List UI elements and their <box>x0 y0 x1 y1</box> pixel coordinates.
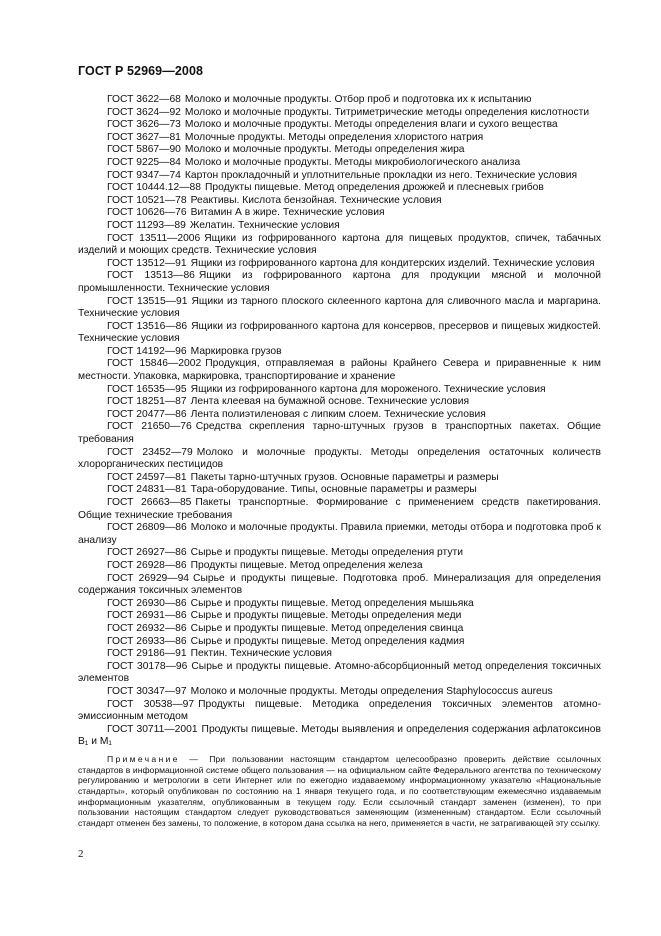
reference-code: ГОСТ 21650—76 <box>107 421 192 433</box>
reference-item <box>78 195 601 208</box>
reference-title: Продукция, отправляемая в районы Крайнего Севера и приравненные к ним местности. Упаковка, маркировка, транспортирование и хранение <box>78 358 601 383</box>
reference-item <box>78 270 601 295</box>
reference-code: ГОСТ 10444.12—88 <box>107 182 201 194</box>
reference-title: Молоко и молочные продукты. Методы микробиологического анализа <box>184 156 521 168</box>
reference-title: Лента клеевая на бумажной основе. Технические условия <box>190 396 470 408</box>
reference-item <box>78 207 601 220</box>
reference-item <box>78 220 601 233</box>
reference-title: Продукты пищевые. Методика определения токсичных элементов атомно-эмиссионным методом <box>78 698 601 723</box>
reference-item <box>78 661 601 686</box>
reference-code: ГОСТ 11293—89 <box>107 219 186 231</box>
reference-title: Молочные продукты. Методы определения хлористого натрия <box>184 131 484 143</box>
reference-code: ГОСТ 3622—68 <box>107 94 181 105</box>
reference-title: Продукты пищевые. Метод определения железа <box>190 559 423 571</box>
reference-code: ГОСТ 20477—86 <box>107 408 187 420</box>
reference-code: ГОСТ 26928—86 <box>107 559 187 571</box>
reference-item <box>78 560 601 573</box>
reference-code: ГОСТ 26932—86 <box>107 622 187 634</box>
reference-code: ГОСТ 30178—96 <box>107 660 188 672</box>
reference-code: ГОСТ 26809—86 <box>107 522 187 534</box>
reference-title: Тара-оборудование. Типы, основные параметры и размеры <box>190 484 477 496</box>
reference-title: Витамин А в жире. Технические условия <box>190 207 385 219</box>
reference-item <box>78 157 601 170</box>
reference-item <box>78 384 601 397</box>
reference-code: ГОСТ 26930—86 <box>107 597 187 609</box>
reference-title: Молоко и молочные продукты. Методы определения Staphylococcus aureus <box>190 685 553 697</box>
reference-item <box>78 409 601 422</box>
reference-title: Сырье и продукты пищевые. Подготовка проб. Минерализация для определения содержания токсичных элементов <box>78 572 602 597</box>
reference-title: Молоко и молочные продукты. Титриметрические методы определения кислотности <box>184 106 590 118</box>
reference-title: Ящики из гофрированного картона для мороженого. Технические условия <box>190 383 546 395</box>
reference-code: ГОСТ 26927—86 <box>107 547 187 559</box>
reference-code: ГОСТ 10626—76 <box>107 207 187 219</box>
note-label: Примечание — <box>107 753 201 764</box>
reference-item <box>78 258 601 271</box>
document-header: ГОСТ Р 52969—2008 <box>78 64 204 78</box>
reference-title: Лента полиэтиленовая с липким слоем. Технические условия <box>190 408 486 420</box>
reference-title: Сырье и продукты пищевые. Метод определения кадмия <box>190 635 465 647</box>
reference-title: Ящики из тарного плоского склеенного картона для сливочного масла и маргарина. Технические условия <box>78 295 601 320</box>
reference-title: Ящики из гофрированного картона для кондитерских изделий. Технические условия <box>190 257 595 269</box>
reference-code: ГОСТ 15846—2002 <box>107 358 202 370</box>
note-text: При пользовании настоящим стандартом целесообразно проверить действие ссылочных стандартов в информационной системе общего пользования — на официальном сайте Федерального агентства по техническому регулированию и метрологии в сети Интернет или по ежегодно издаваемому информационному указателю «Национальные стандарты», который опубликован по состоянию на 1 января текущего года, и по соответствующим ежемесячно издаваемым информационным указателям, опубликованным в текущем году. Если ссылочный стандарт заменен (изменен), то при пользовании настоящим стандартом следует руководствоваться заменяющим (измененным) стандартом. Если ссылочный стандарт отменен без замены, то положение, в котором дана ссылка на него, применяется в части, не затрагивающей эту ссылку. <box>78 753 601 829</box>
reference-item <box>78 547 601 560</box>
reference-item <box>78 610 601 623</box>
reference-code: ГОСТ 13513—86 <box>107 270 195 282</box>
reference-item <box>78 119 601 132</box>
reference-item <box>78 233 601 258</box>
reference-title: Картон прокладочный и уплотнительные прокладки из него. Технические условия <box>184 169 578 181</box>
reference-title: Сырье и продукты пищевые. Метод определения мышьяка <box>190 597 474 609</box>
reference-title: Пакеты транспортные. Формирование с применением средств пакетирования. Общие технические требования <box>78 497 601 521</box>
note-paragraph <box>78 754 601 829</box>
reference-title: Пектин. Технические условия <box>190 648 332 660</box>
reference-code: ГОСТ 26663—85 <box>107 497 192 508</box>
reference-code: ГОСТ 29186—91 <box>107 648 187 660</box>
reference-item <box>78 699 601 724</box>
reference-item <box>78 144 601 157</box>
reference-code: ГОСТ 30347—97 <box>107 685 187 697</box>
reference-item <box>78 686 601 699</box>
reference-item <box>78 472 601 485</box>
reference-title: Сырье и продукты пищевые. Метод определения свинца <box>190 622 464 634</box>
reference-item <box>78 94 601 107</box>
reference-title: Желатин. Технические условия <box>189 219 340 231</box>
reference-code: ГОСТ 26931—86 <box>107 610 187 622</box>
reference-item <box>78 107 601 120</box>
reference-code: ГОСТ 16535—95 <box>107 383 187 395</box>
reference-code: ГОСТ 24597—81 <box>107 471 187 483</box>
reference-title: Ящики из гофрированного картона для пищевых продуктов, спичек, табачных изделий и моющих средств. Технические условия <box>78 232 601 257</box>
reference-code: ГОСТ 9225—84 <box>107 156 181 168</box>
reference-item <box>78 724 601 749</box>
reference-item <box>78 321 601 346</box>
reference-code: ГОСТ 23452—79 <box>107 446 193 458</box>
reference-item <box>78 182 601 195</box>
reference-code: ГОСТ 3627—81 <box>107 131 181 143</box>
reference-title: Средства скрепления тарно-штучных грузов в транспортных пакетах. Общие требования <box>78 421 601 446</box>
reference-code: ГОСТ 18251—87 <box>107 396 187 408</box>
reference-code: ГОСТ 26929—94 <box>107 572 190 584</box>
reference-title: Молоко и молочные продукты. Отбор проб и подготовка их к испытанию <box>184 94 532 105</box>
reference-title: Сырье и продукты пищевые. Методы определения ртути <box>190 547 463 559</box>
normative-references-list <box>78 94 601 829</box>
reference-code: ГОСТ 14192—96 <box>107 345 187 357</box>
reference-item <box>78 421 601 446</box>
reference-code: ГОСТ 24831—81 <box>107 484 187 496</box>
reference-code: ГОСТ 13515—91 <box>107 295 188 307</box>
reference-item <box>78 598 601 611</box>
reference-title: Сырье и продукты пищевые. Методы определения меди <box>190 610 462 622</box>
reference-code: ГОСТ 13511—2006 <box>107 232 201 244</box>
reference-item <box>78 447 601 472</box>
reference-item <box>78 636 601 649</box>
reference-code: ГОСТ 9347—74 <box>107 169 181 181</box>
reference-item <box>78 484 601 497</box>
reference-title: Продукты пищевые. Методы выявления и определения содержания афлатоксинов B₁ и M₁ <box>78 723 601 748</box>
reference-title: Молоко и молочные продукты. Методы определения остаточных количеств хлорорганических пестицидов <box>78 446 601 471</box>
page-number: 2 <box>78 848 84 860</box>
reference-item <box>78 346 601 359</box>
reference-code: ГОСТ 26933—86 <box>107 635 187 647</box>
reference-title: Молоко и молочные продукты. Методы определения жира <box>184 144 465 156</box>
reference-item <box>78 623 601 636</box>
reference-item <box>78 573 601 598</box>
reference-title: Продукты пищевые. Метод определения дрожжей и плесневых грибов <box>204 182 544 194</box>
reference-item <box>78 497 601 522</box>
reference-code: ГОСТ 3624—92 <box>107 106 181 118</box>
reference-code: ГОСТ 13516—86 <box>107 320 188 332</box>
reference-code: ГОСТ 10521—78 <box>107 194 187 206</box>
reference-title: Молоко и молочные продукты. Методы определения влаги и сухого вещества <box>184 119 558 131</box>
reference-item <box>78 296 601 321</box>
reference-code: ГОСТ 13512—91 <box>107 257 187 269</box>
reference-title: Ящики из гофрированного картона для продукции мясной и молочной промышленности. Технические условия <box>78 270 601 294</box>
reference-title: Пакеты тарно-штучных грузов. Основные параметры и размеры <box>190 471 499 483</box>
reference-code: ГОСТ 3626—73 <box>107 119 181 131</box>
reference-item <box>78 132 601 145</box>
reference-code: ГОСТ 30711—2001 <box>107 723 198 735</box>
reference-title: Реактивы. Кислота бензойная. Технические условия <box>190 194 442 206</box>
reference-title: Маркировка грузов <box>190 345 282 357</box>
reference-item <box>78 648 601 661</box>
reference-item <box>78 522 601 547</box>
reference-title: Ящики из гофрированного картона для консервов, пресервов и пищевых жидкостей. Технические условия <box>78 320 601 345</box>
reference-item <box>78 358 601 383</box>
reference-code: ГОСТ 30538—97 <box>107 698 195 710</box>
reference-title: Сырье и продукты пищевые. Атомно-абсорбционный метод определения токсичных элементов <box>78 660 601 685</box>
reference-code: ГОСТ 5867—90 <box>107 144 181 156</box>
reference-item <box>78 170 601 183</box>
reference-item <box>78 396 601 409</box>
reference-title: Молоко и молочные продукты. Правила приемки, методы отбора и подготовка проб к анализу <box>78 522 601 546</box>
